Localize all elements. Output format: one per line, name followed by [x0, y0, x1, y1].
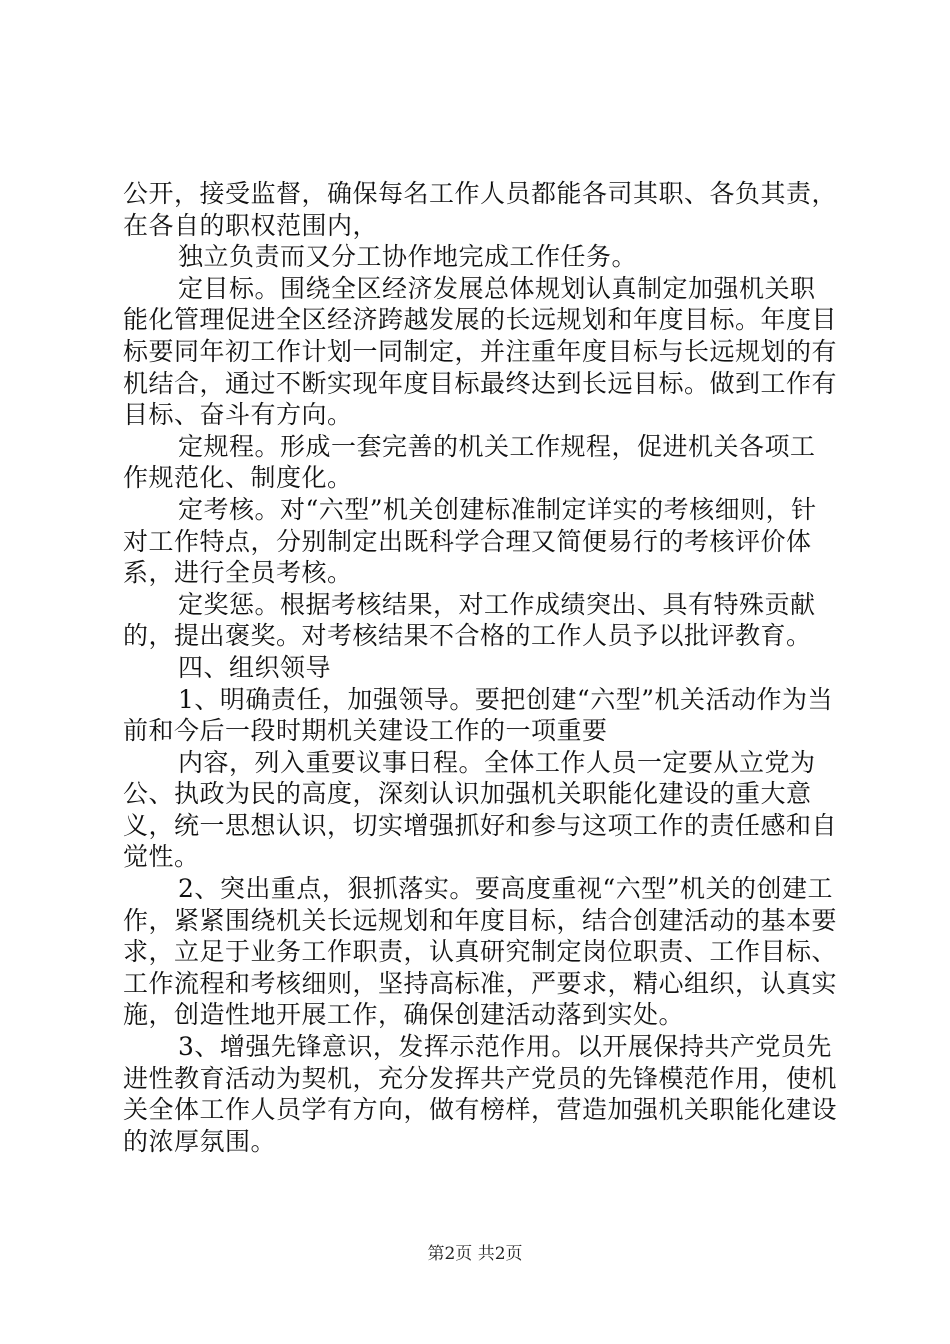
paragraph-set-assessment: 定考核。对“六型”机关创建标准制定详实的考核细则，针对工作特点，分别制定出既科学合理又简便易行的考核评价体系，进行全员考核。 — [123, 494, 817, 588]
paragraph-set-rewards: 定奖惩。根据考核结果，对工作成绩突出、具有特殊贡献的，提出褒奖。对考核结果不合格的工作人员予以批评教育。 — [123, 589, 816, 651]
paragraph-item-1-continued: 内容，列入重要议事日程。全体工作人员一定要从立党为公、执政为民的高度，深刻认识加强机关职能化建设的重大意义，统一思想认识，切实增强抓好和参与这项工作的责任感和自觉性。 — [123, 747, 838, 872]
document-body — [123, 178, 840, 1157]
paragraph-item-1: 1、明确责任，加强领导。要把创建“六型”机关活动作为当前和今后一段时期机关建设工作的一项重要 — [123, 684, 833, 746]
paragraph-item-2: 2、突出重点，狠抓落实。要高度重视“六型”机关的创建工作，紧紧围绕机关长远规划和年度目标，结合创建活动的基本要求，立足于业务工作职责，认真研究制定岗位职责、工作目标、工作流程和考核细则，坚持高标准，严要求，精心组织，认真实施，创造性地开展工作，确保创建活动落到实处。 — [123, 874, 838, 1030]
paragraph-1: 公开，接受监督，确保每名工作人员都能各司其职、各负其责，在各自的职权范围内， — [123, 179, 838, 240]
paragraph-set-goals: 定目标。围绕全区经济发展总体规划认真制定加强机关职能化管理促进全区经济跨越发展的长远规划和年度目标。年度目标要同年初工作计划一同制定，并注重年度目标与长远规划的有机结合，通过不断实现年度目标最终达到长远目标。做到工作有目标、奋斗有方向。 — [123, 273, 838, 430]
section-heading-organization: 四、组织领导 — [178, 652, 332, 682]
page-footer: 第2页 共2页 — [427, 1244, 523, 1264]
paragraph-2: 独立负责而又分工协作地完成工作任务。 — [178, 242, 638, 272]
paragraph-set-procedures: 定规程。形成一套完善的机关工作规程，促进机关各项工作规范化、制度化。 — [123, 431, 816, 493]
paragraph-item-3: 3、增强先锋意识，发挥示范作用。以开展保持共产党员先进性教育活动为契机，充分发挥共产党员的先锋模范作用，使机关全体工作人员学有方向，做有榜样，营造加强机关职能化建设的浓厚氛围。 — [123, 1032, 838, 1156]
